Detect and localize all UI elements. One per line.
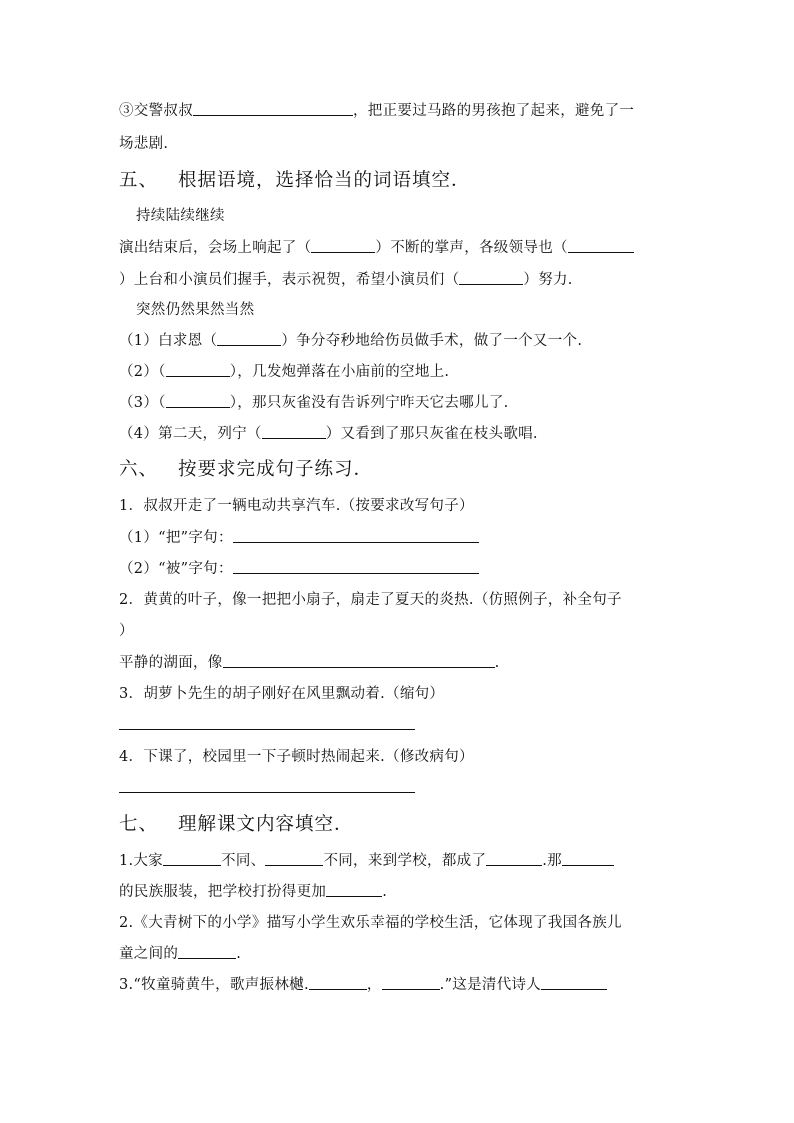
answer-line[interactable] <box>233 559 479 574</box>
answer-blank[interactable] <box>265 851 323 866</box>
answer-line[interactable] <box>233 528 479 543</box>
sec6-q2: 2．黄黄的叶子，像一把把小扇子，扇走了夏天的炎热.（仿照例子，补全句子 <box>119 592 622 608</box>
answer-blank[interactable] <box>309 975 367 990</box>
answer-blank[interactable] <box>166 362 230 377</box>
answer-blank[interactable] <box>382 975 440 990</box>
section-5-heading: 五、 根据语境，选择恰当的词语填空． <box>119 170 471 191</box>
answer-blank[interactable] <box>193 101 353 116</box>
answer-blank[interactable] <box>459 270 523 285</box>
sec5-line-1: 演出结束后，会场上响起了（ ）不断的掌声，各级领导也（ <box>119 238 634 258</box>
section-7-heading: 七、 理解课文内容填空． <box>119 814 354 835</box>
sec6-q1: 1．叔叔开走了一辆电动共享汽车.（按要求改写句子） <box>119 498 474 514</box>
answer-blank[interactable] <box>163 851 221 866</box>
sec7-line-2: 的民族服装，把学校打扮得更加 . <box>119 884 388 900</box>
sec7-line-5: 3.“牧童骑黄牛，歌声振林樾. ， .”这是清代诗人 <box>119 975 607 995</box>
answer-blank[interactable] <box>262 424 326 439</box>
answer-blank[interactable] <box>178 944 236 959</box>
word-options-2: 突然仍然果然当然 <box>136 302 255 318</box>
answer-blank[interactable] <box>217 331 281 346</box>
answer-blank[interactable] <box>486 851 542 866</box>
sec7-line-4: 童之间的 . <box>119 946 242 962</box>
sec5-q4: （4）第二天，列宁（ ）又看到了那只灰雀在枝头歌唱. <box>119 426 538 442</box>
answer-line[interactable] <box>119 792 415 793</box>
answer-blank[interactable] <box>568 238 634 253</box>
answer-line[interactable] <box>119 729 415 730</box>
answer-blank[interactable] <box>311 238 375 253</box>
sec6-q2-cont: ） <box>119 623 134 639</box>
sec6-q2-answer: 平静的湖面，像 . <box>119 655 500 671</box>
answer-blank[interactable] <box>541 975 607 990</box>
line-jiaojing: ③交警叔叔 ，把正要过马路的男孩抱了起来，避免了一 <box>119 103 635 119</box>
sec5-q3: （3）（ ），那只灰雀没有告诉列宁昨天它去哪儿了. <box>119 395 509 411</box>
sec7-line-3: 2.《大青树下的小学》描写小学生欢乐幸福的学校生活，它体现了我国各族儿 <box>119 915 622 931</box>
word-options-1: 持续陆续继续 <box>136 208 225 224</box>
sec6-q4: 4．下课了，校园里一下子顿时热闹起来.（修改病句） <box>119 749 474 765</box>
sec7-line-1: 1.大家 不同、 不同，来到学校，都成了 .那 <box>119 851 614 871</box>
section-6-heading: 六、 按要求完成句子练习． <box>119 459 374 480</box>
answer-blank[interactable] <box>166 393 230 408</box>
sec6-q1b: （2）“被”字句： <box>119 559 479 579</box>
answer-blank[interactable] <box>562 851 614 866</box>
sec5-q2: （2）（ ），几发炮弹落在小庙前的空地上. <box>119 364 450 380</box>
line-beiju: 场悲剧. <box>119 136 169 152</box>
sec5-q1: （1）白求恩（ ）争分夺秒地给伤员做手术，做了一个又一个. <box>119 333 583 349</box>
answer-blank[interactable] <box>326 882 382 897</box>
sec6-q1a: （1）“把”字句： <box>119 528 479 548</box>
answer-line[interactable] <box>223 653 495 668</box>
sec6-q3: 3．胡萝卜先生的胡子刚好在风里飘动着.（缩句） <box>119 686 445 702</box>
sec5-line-2: ）上台和小演员们握手，表示祝贺，希望小演员们（ ）努力. <box>119 272 573 288</box>
